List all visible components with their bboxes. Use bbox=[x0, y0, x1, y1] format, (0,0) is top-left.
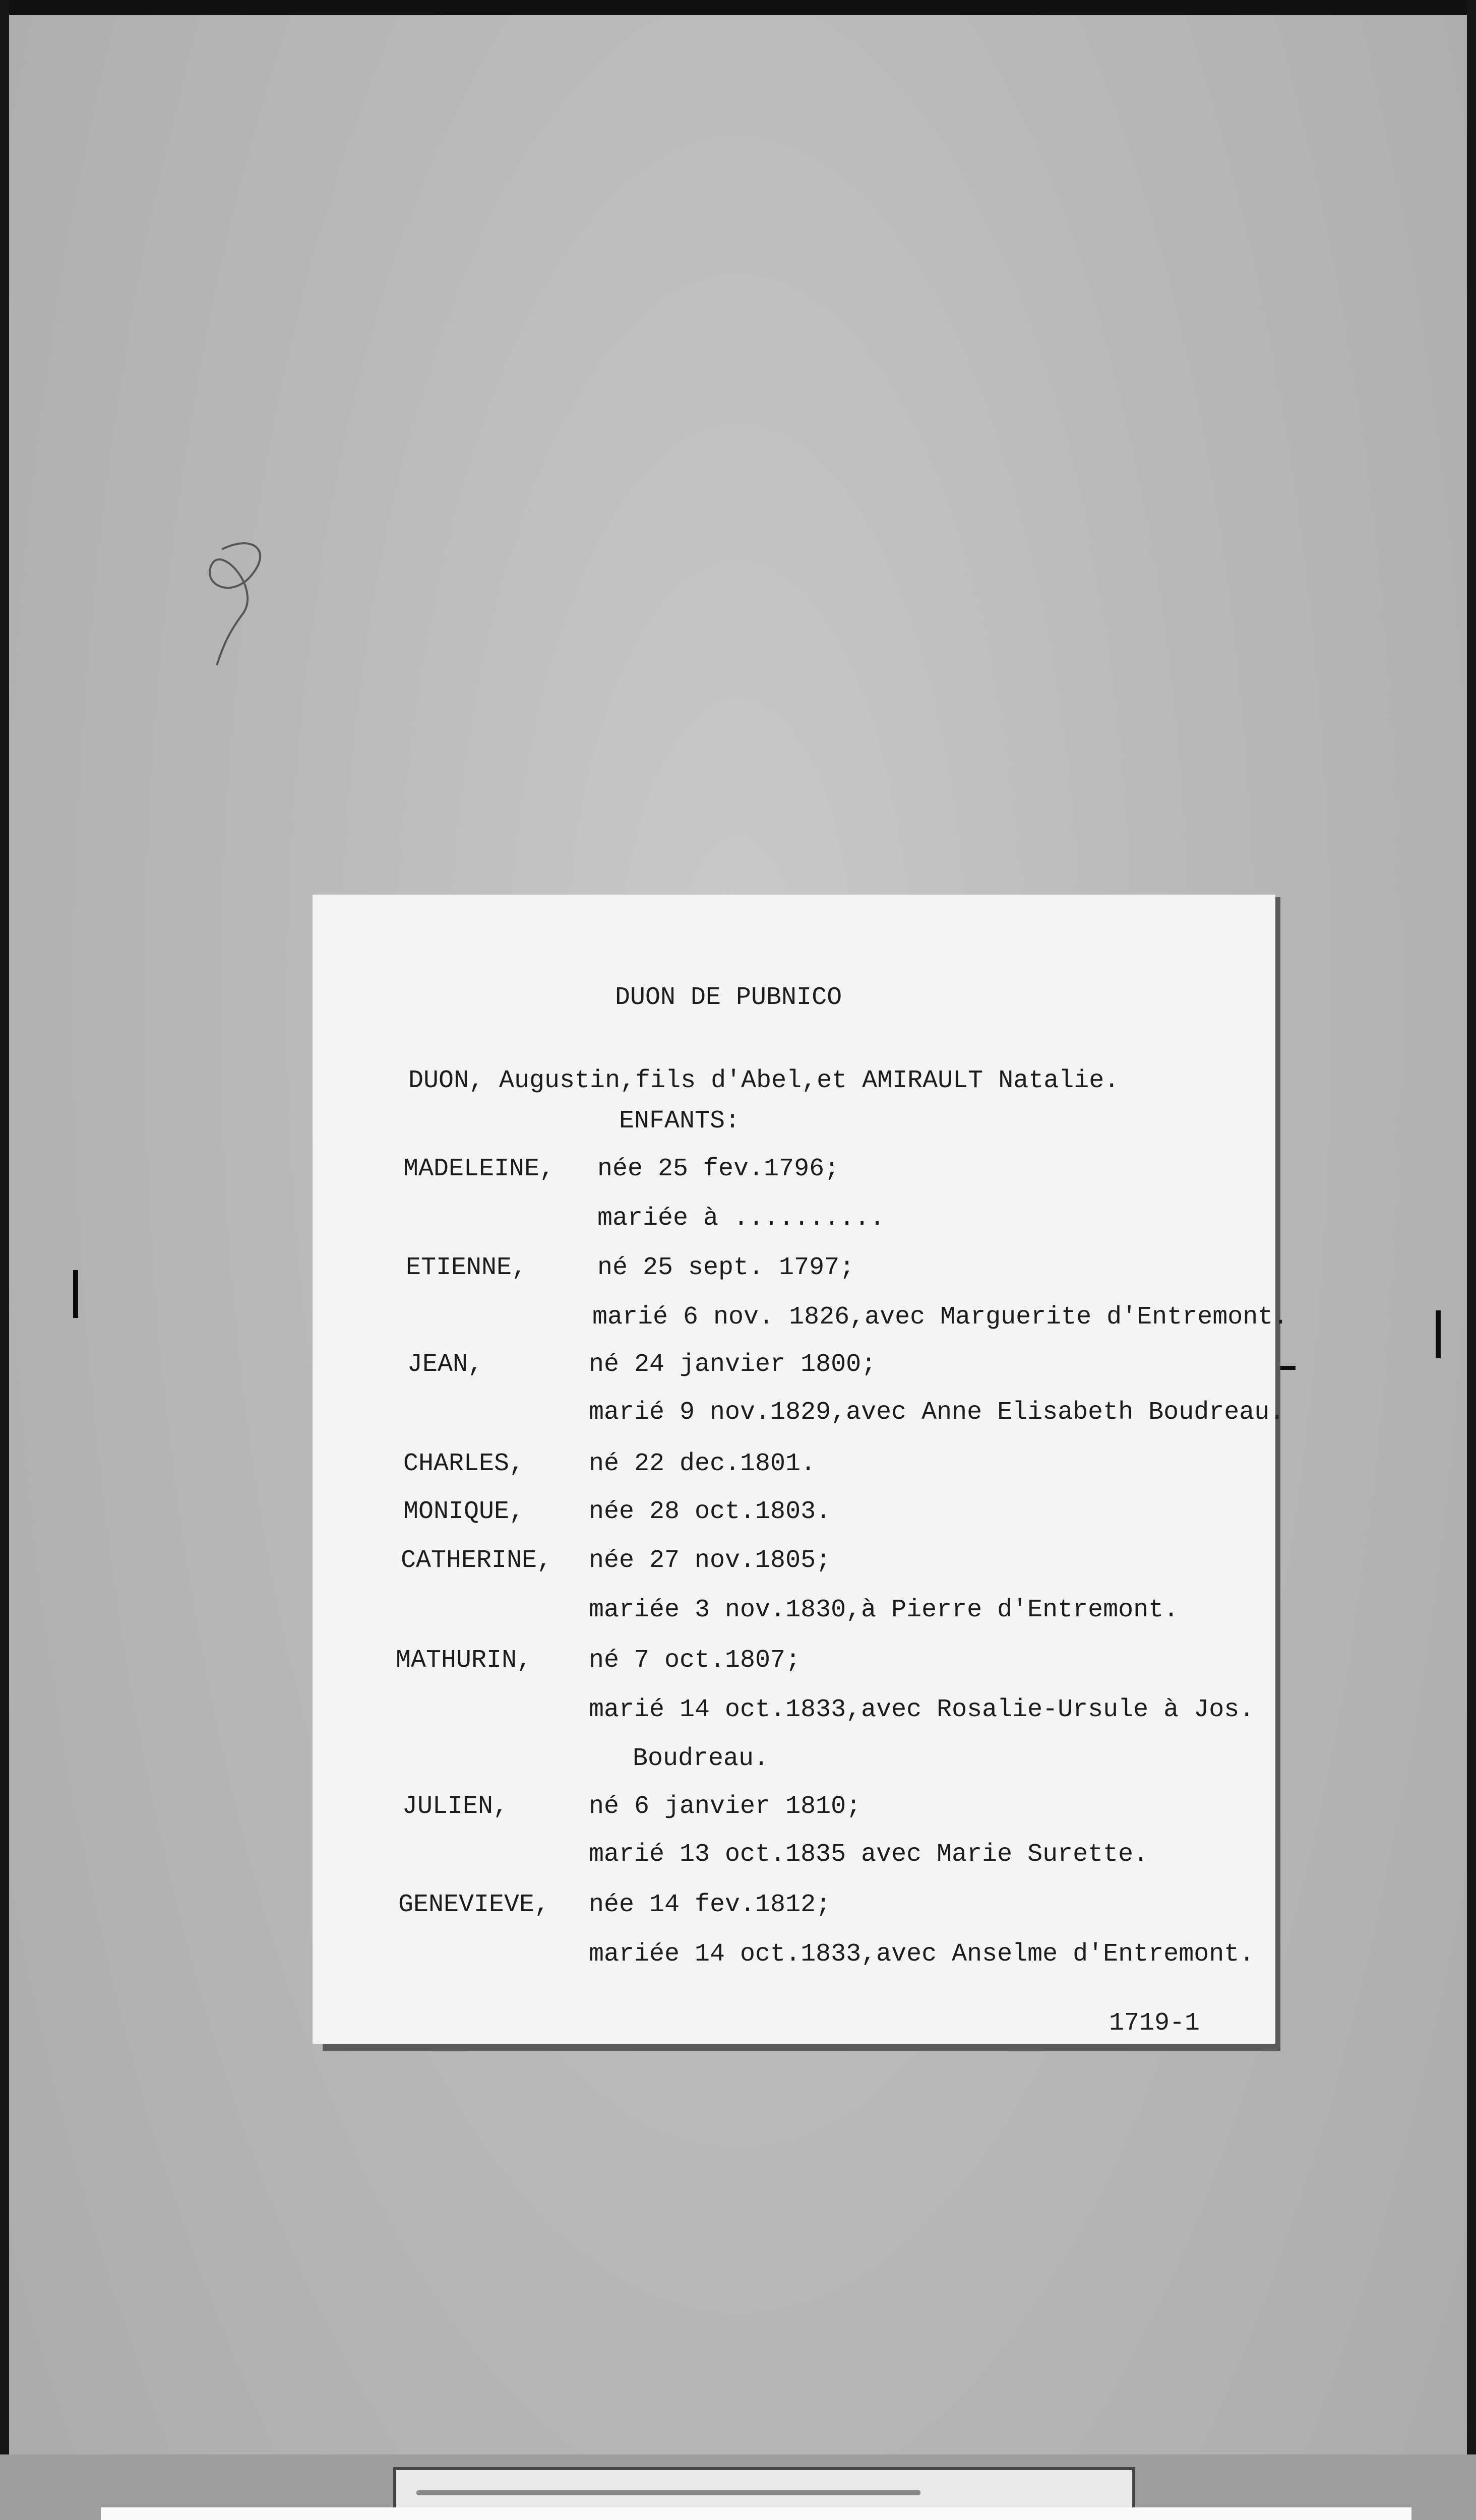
child-name: MONIQUE, bbox=[403, 1497, 525, 1526]
child-entry: né 22 dec.1801. bbox=[589, 1450, 816, 1478]
child-entry: née 14 fev.1812; bbox=[589, 1891, 831, 1919]
child-entry: né 7 oct.1807; bbox=[589, 1646, 801, 1675]
child-name: GENEVIEVE, bbox=[398, 1891, 550, 1919]
child-entry: née 25 fev.1796; bbox=[597, 1155, 840, 1183]
film-edge-right bbox=[1467, 0, 1476, 2520]
child-name: MATHURIN, bbox=[396, 1646, 532, 1675]
child-name: ETIENNE, bbox=[406, 1253, 527, 1282]
film-edge-top bbox=[0, 0, 1476, 15]
film-mark bbox=[1280, 1366, 1296, 1370]
child-entry: née 28 oct.1803. bbox=[589, 1497, 831, 1526]
child-name: JEAN, bbox=[407, 1350, 483, 1379]
child-entry: mariée 14 oct.1833,avec Anselme d'Entremont. bbox=[589, 1940, 1255, 1969]
record-card bbox=[313, 895, 1288, 2044]
child-entry: né 25 sept. 1797; bbox=[597, 1253, 855, 1282]
child-entry: née 27 nov.1805; bbox=[589, 1546, 831, 1575]
page-number: 1719-1 bbox=[1109, 2009, 1200, 2038]
film-edge-left bbox=[0, 0, 9, 2520]
pencil-scribble bbox=[192, 529, 282, 670]
children-heading: ENFANTS: bbox=[619, 1107, 741, 1136]
film-mark bbox=[1436, 1310, 1441, 1358]
illegible-text-line bbox=[416, 2490, 920, 2495]
archive-label bbox=[101, 2507, 1411, 2520]
child-entry: marié 9 nov.1829,avec Anne Elisabeth Boudreau. bbox=[589, 1398, 1285, 1427]
child-entry: né 6 janvier 1810; bbox=[589, 1792, 862, 1821]
record-title: DUON DE PUBNICO bbox=[615, 983, 842, 1012]
child-entry: mariée 3 nov.1830,à Pierre d'Entremont. bbox=[589, 1596, 1179, 1624]
child-entry: marié 6 nov. 1826,avec Marguerite d'Entremont. bbox=[592, 1303, 1288, 1332]
child-name: MADELEINE, bbox=[403, 1155, 555, 1183]
child-entry: Boudreau. bbox=[633, 1744, 769, 1773]
child-name: JULIEN, bbox=[402, 1792, 509, 1821]
child-entry: marié 14 oct.1833,avec Rosalie-Ursule à Jos. bbox=[589, 1695, 1255, 1724]
child-entry: né 24 janvier 1800; bbox=[589, 1350, 877, 1379]
child-name: CATHERINE, bbox=[401, 1546, 552, 1575]
child-name: CHARLES, bbox=[403, 1450, 525, 1478]
child-entry: mariée à .......... bbox=[597, 1204, 885, 1233]
parents-line: DUON, Augustin,fils d'Abel,et AMIRAULT Natalie. bbox=[408, 1066, 1120, 1095]
film-mark bbox=[73, 1270, 78, 1318]
child-entry: marié 13 oct.1835 avec Marie Surette. bbox=[589, 1840, 1149, 1869]
